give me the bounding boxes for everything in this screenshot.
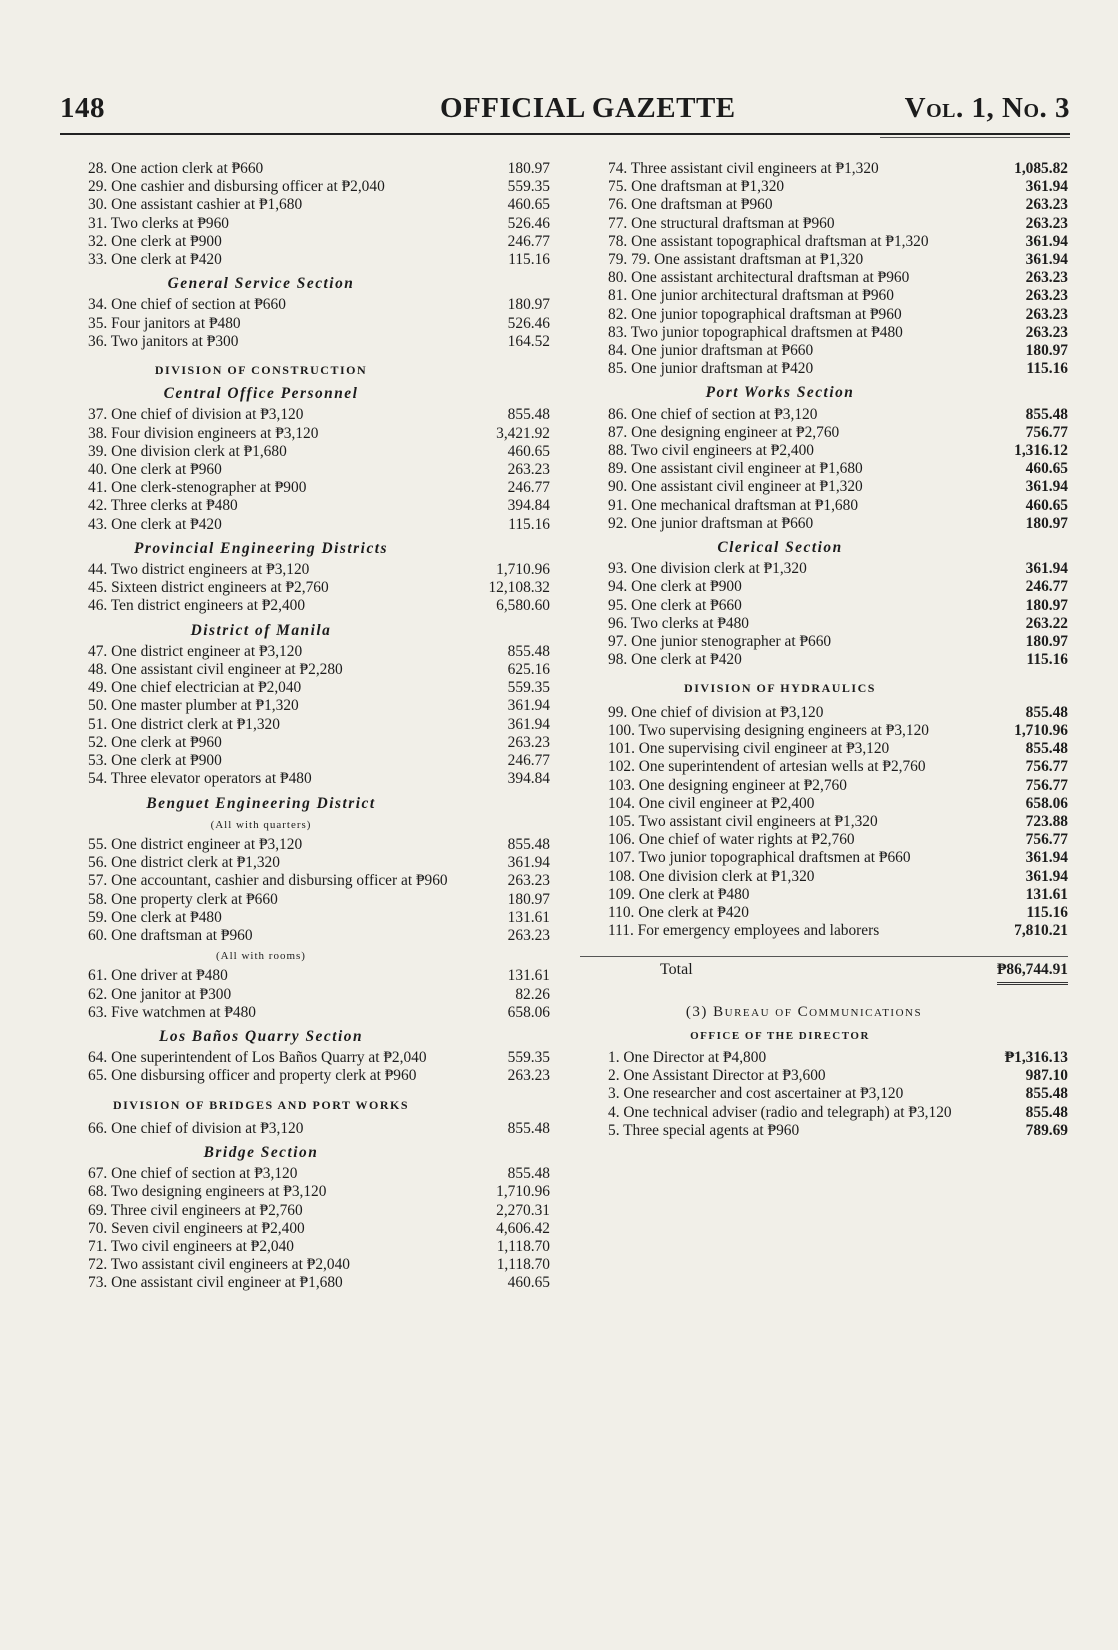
line-item-text: 80. One assistant architectural draftsman at ₱960 [608,269,910,287]
line-item [580,1122,1068,1140]
line-item-amount: 855.48 [507,835,550,853]
line-item-amount: 180.97 [507,890,550,908]
line-item-amount: 164.52 [507,332,550,350]
line-item-text: 32. One clerk at ₱900 [88,232,222,250]
line-item-text: 87. One designing engineer at ₱2,760 [608,423,840,441]
line-item-text: 1. One Director at ₱4,800 [608,1048,767,1066]
line-item-text: 28. One action clerk at ₱660 [88,160,264,177]
line-item-amount: 263.23 [507,872,550,890]
line-item-text: 111. For emergency employees and laborers [608,922,880,940]
line-item-amount: 723.88 [1025,812,1068,830]
line-item [580,342,1068,360]
right-column [580,160,1068,1140]
line-item [580,1085,1068,1103]
line-item-amount: 756.77 [1025,831,1068,849]
total-row [580,956,1068,984]
line-item [580,831,1068,849]
line-item-text: 41. One clerk-stenographer at ₱900 [88,479,307,497]
line-item [580,497,1068,515]
line-item-amount: 460.65 [507,196,550,214]
section-heading: General Service Section [167,275,355,293]
header-rule [60,133,1070,135]
line-item [60,251,550,269]
line-item-amount: 361.94 [1025,478,1068,496]
line-item-text: 35. Four janitors at ₱480 [88,314,241,332]
line-item-amount: 855.48 [1025,405,1068,423]
line-item-amount: 115.16 [508,515,550,533]
header-rule-short [880,137,1070,138]
line-item-text: 84. One junior draftsman at ₱660 [608,342,814,360]
line-item-amount: 756.77 [1025,423,1068,441]
line-item [60,1220,550,1238]
line-item-text: 91. One mechanical draftsman at ₱1,680 [608,496,859,514]
line-item-amount: 361.94 [507,697,550,715]
line-item-amount: 263.23 [1025,214,1068,232]
line-item-text: 93. One division clerk at ₱1,320 [608,560,807,578]
line-item-amount: 263.23 [1025,196,1068,214]
line-item-amount: 2,270.31 [496,1201,550,1219]
line-item-amount: 855.48 [507,1119,550,1137]
line-item-text: 78. One assistant topographical draftsman at ₱1,320 [608,232,929,250]
line-item [60,1274,550,1292]
line-item-amount: 3,421.92 [496,424,550,442]
line-item-amount: 1,710.96 [1014,721,1068,739]
section-heading: Clerical Section [717,539,843,557]
line-item [60,716,550,734]
line-item [60,1165,550,1183]
line-item-amount: 855.48 [507,1165,550,1183]
line-item [580,578,1068,596]
line-item [60,333,550,351]
line-item-text: 108. One division clerk at ₱1,320 [608,867,815,885]
line-item [580,777,1068,795]
line-item-text: 62. One janitor at ₱300 [88,985,232,1003]
line-item [580,651,1068,669]
section-heading: Central Office Personnel [163,385,359,403]
line-item-amount: 361.94 [1025,867,1068,885]
line-item [580,560,1068,578]
page-number: 148 [60,92,105,124]
line-item-amount: 394.84 [507,497,550,515]
line-item-amount: 12,108.32 [488,579,550,597]
line-item [580,251,1068,269]
section-note: (All with quarters) [210,818,312,831]
line-item [60,986,550,1004]
line-item-text: 101. One supervising civil engineer at ₱3,120 [608,740,890,758]
line-item [60,1049,550,1067]
line-item-text: 86. One chief of section at ₱3,120 [608,405,818,423]
page-header [60,92,1070,132]
line-item-text: 54. Three elevator operators at ₱480 [88,770,312,788]
line-item-amount: 361.94 [1025,178,1068,196]
line-item-text: 76. One draftsman at ₱960 [608,196,773,214]
line-item-text: 107. Two junior topographical draftsmen at ₱660 [608,849,911,867]
line-item-amount: 855.48 [1025,1085,1068,1103]
line-item-text: 75. One draftsman at ₱1,320 [608,178,785,196]
line-item-text: 38. Four division engineers at ₱3,120 [88,424,319,442]
line-item-text: 60. One draftsman at ₱960 [88,926,253,944]
line-item-amount: 82.26 [515,985,550,1003]
line-item-text: 102. One superintendent of artesian wells at ₱2,760 [608,758,926,776]
line-item-text: 58. One property clerk at ₱660 [88,890,278,908]
line-item [60,661,550,679]
line-item-text: 77. One structural draftsman at ₱960 [608,214,835,232]
line-item [580,287,1068,305]
line-item [580,813,1068,831]
line-item [60,1183,550,1201]
line-item-text: 82. One junior topographical draftsman at ₱960 [608,305,902,323]
line-item-text: 67. One chief of section at ₱3,120 [88,1165,298,1183]
line-item-text: 73. One assistant civil engineer at ₱1,680 [88,1274,343,1292]
line-item-amount: 131.61 [507,967,550,985]
line-item [580,1049,1068,1067]
line-item-amount: 263.23 [507,461,550,479]
line-item-text: 89. One assistant civil engineer at ₱1,680 [608,460,863,478]
line-item-amount: 361.94 [507,854,550,872]
line-item [60,697,550,715]
line-item [60,315,550,333]
line-item [60,1004,550,1022]
line-item [60,854,550,872]
line-item-amount: 855.48 [1025,1103,1068,1121]
publication-title: OFFICIAL GAZETTE [440,92,736,124]
line-item-amount: 855.48 [1025,740,1068,758]
line-item [60,479,550,497]
line-item [580,922,1068,940]
line-item-amount: 361.94 [1025,232,1068,250]
line-item [580,722,1068,740]
line-item-amount: 855.48 [507,406,550,424]
line-item-amount: 855.48 [507,642,550,660]
line-item-amount: 263.23 [507,733,550,751]
line-item-text: 99. One chief of division at ₱3,120 [608,703,824,721]
line-item [580,406,1068,424]
line-item-text: 42. Three clerks at ₱480 [88,497,238,515]
line-item-amount: 756.77 [1025,758,1068,776]
line-item-amount: 131.61 [1025,885,1068,903]
left-column [60,160,550,1293]
line-item [60,561,550,579]
line-item [580,904,1068,922]
line-item [60,1238,550,1256]
line-item-text: 30. One assistant cashier at ₱1,680 [88,196,303,214]
line-item-amount: 789.69 [1025,1121,1068,1139]
line-item-amount: 180.97 [1025,514,1068,532]
line-item-text: 40. One clerk at ₱960 [88,461,222,479]
line-item-amount: 246.77 [507,232,550,250]
line-item-text: 4. One technical adviser (radio and telegraph) at ₱3,120 [608,1103,952,1121]
line-item [60,891,550,909]
line-item-text: 97. One junior stenographer at ₱660 [608,633,832,651]
line-item-amount: 180.97 [507,160,550,177]
line-item-amount: 460.65 [1025,496,1068,514]
line-item-amount: 1,710.96 [496,561,550,579]
line-item-text: 55. One district engineer at ₱3,120 [88,835,303,853]
division-heading: DIVISION OF BRIDGES AND PORT WORKS [112,1097,410,1112]
line-item [60,215,550,233]
line-item [60,233,550,251]
line-item [60,160,550,178]
line-item [60,734,550,752]
line-item-amount: 115.16 [1026,903,1068,921]
bureau-heading: (3) Bureau of Communications [685,1003,923,1020]
line-item-text: 31. Two clerks at ₱960 [88,214,229,232]
line-item-text: 53. One clerk at ₱900 [88,752,222,770]
line-item-text: 51. One district clerk at ₱1,320 [88,715,280,733]
line-item-text: 45. Sixteen district engineers at ₱2,760 [88,579,329,597]
line-item-text: 36. Two janitors at ₱300 [88,332,239,350]
line-item-text: 88. Two civil engineers at ₱2,400 [608,442,814,460]
line-item-text: 96. Two clerks at ₱480 [608,614,749,632]
line-item-amount: 6,580.60 [496,597,550,615]
line-item-amount: 246.77 [1025,578,1068,596]
section-heading: Los Baños Quarry Section [158,1027,364,1045]
line-item-amount: 658.06 [1025,794,1068,812]
line-item-amount: 526.46 [507,314,550,332]
line-item-amount: 1,118.70 [496,1256,550,1274]
line-item-text: 103. One designing engineer at ₱2,760 [608,776,847,794]
line-item [60,1256,550,1274]
line-item-text: 83. Two junior topographical draftsmen at ₱480 [608,323,903,341]
line-item [580,160,1068,178]
line-item [60,927,550,945]
line-item [580,886,1068,904]
line-item-amount: 394.84 [507,770,550,788]
line-item-amount: 361.94 [507,715,550,733]
line-item-amount: 180.97 [1025,342,1068,360]
section-heading: District of Manila [190,621,332,639]
line-item-text: 37. One chief of division at ₱3,120 [88,406,304,424]
line-item-text: 34. One chief of section at ₱660 [88,296,286,314]
line-item-amount: 460.65 [507,442,550,460]
line-item-text: 72. Two assistant civil engineers at ₱2,040 [88,1256,350,1274]
line-item-amount: 131.61 [507,908,550,926]
line-item-text: 69. Three civil engineers at ₱2,760 [88,1201,303,1219]
line-item [580,1104,1068,1122]
line-item-text: 3. One researcher and cost ascertainer at ₱3,120 [608,1085,904,1103]
line-item-amount: 180.97 [507,296,550,314]
line-item-amount: 1,316.12 [1014,442,1068,460]
line-item-text: 65. One disbursing officer and property clerk at ₱960 [88,1067,417,1085]
line-item-text: 33. One clerk at ₱420 [88,251,222,269]
line-item-amount: 1,710.96 [496,1183,550,1201]
line-item-amount: 756.77 [1025,776,1068,794]
section-heading: Benguet Engineering District [146,794,376,812]
line-item-text: 66. One chief of division at ₱3,120 [88,1119,304,1137]
division-heading: DIVISION OF HYDRAULICS [684,681,876,696]
line-item [60,1202,550,1220]
line-item [580,740,1068,758]
line-item [60,178,550,196]
line-item [60,579,550,597]
line-item-text: 110. One clerk at ₱420 [608,903,749,921]
line-item-text: 47. One district engineer at ₱3,120 [88,642,303,660]
line-item [60,443,550,461]
line-item [60,872,550,890]
line-item [580,178,1068,196]
line-item-amount: 559.35 [507,178,550,196]
line-item [580,424,1068,442]
line-item [580,215,1068,233]
line-item [60,296,550,314]
line-item-text: 104. One civil engineer at ₱2,400 [608,794,815,812]
line-item-amount: 361.94 [1025,251,1068,269]
line-item-text: 98. One clerk at ₱420 [608,651,742,669]
line-item-text: 105. Two assistant civil engineers at ₱1,320 [608,812,878,830]
line-item [580,849,1068,867]
line-item [60,406,550,424]
line-item [60,516,550,534]
line-item-amount: 180.97 [1025,596,1068,614]
line-item-text: 59. One clerk at ₱480 [88,908,222,926]
line-item-amount: 263.23 [1025,287,1068,305]
line-item-text: 29. One cashier and disbursing officer at ₱2,040 [88,178,385,196]
line-item [580,306,1068,324]
line-item-text: 43. One clerk at ₱420 [88,515,222,533]
line-item-amount: 7,810.21 [1014,922,1068,940]
line-item-text: 52. One clerk at ₱960 [88,733,222,751]
line-item-amount: 4,606.42 [496,1219,550,1237]
line-item [580,360,1068,378]
line-item-text: 81. One junior architectural draftsman at ₱960 [608,287,894,305]
line-item-text: 106. One chief of water rights at ₱2,760 [608,831,855,849]
line-item-text: 64. One superintendent of Los Baños Quarry at ₱2,040 [88,1049,427,1067]
line-item [60,967,550,985]
line-item-amount: 1,085.82 [1014,160,1068,177]
line-item-text: 44. Two district engineers at ₱3,120 [88,561,310,579]
line-item-text: 92. One junior draftsman at ₱660 [608,514,814,532]
section-heading: Provincial Engineering Districts [133,539,389,557]
line-item [580,615,1068,633]
line-item-amount: 246.77 [507,479,550,497]
line-item [60,1120,550,1138]
line-item-text: 56. One district clerk at ₱1,320 [88,854,280,872]
line-item [60,643,550,661]
line-item-text: 61. One driver at ₱480 [88,967,228,985]
line-item-amount: 361.94 [1025,560,1068,578]
line-item-text: 49. One chief electrician at ₱2,040 [88,679,302,697]
line-item-amount: 625.16 [507,661,550,679]
line-item [60,679,550,697]
office-heading: OFFICE OF THE DIRECTOR [690,1029,870,1042]
line-item [580,460,1068,478]
line-item-amount: 263.22 [1025,614,1068,632]
line-item-text: 46. Ten district engineers at ₱2,400 [88,597,306,615]
line-item [580,515,1068,533]
line-item-text: 109. One clerk at ₱480 [608,885,750,903]
line-item-amount: 115.16 [1026,360,1068,378]
line-item [580,633,1068,651]
line-item-text: 68. Two designing engineers at ₱3,120 [88,1183,327,1201]
line-item [60,597,550,615]
line-item-text: 70. Seven civil engineers at ₱2,400 [88,1219,305,1237]
line-item-amount: 115.16 [508,251,550,269]
line-item [580,196,1068,214]
line-item-amount: 115.16 [1026,651,1068,669]
line-item [580,597,1068,615]
line-item [60,497,550,515]
line-item [60,752,550,770]
line-item-text: 85. One junior draftsman at ₱420 [608,360,814,378]
line-item-text: 50. One master plumber at ₱1,320 [88,697,299,715]
line-item-text: 79. 79. One assistant draftsman at ₱1,320 [608,251,864,269]
line-item-amount: 658.06 [507,1003,550,1021]
line-item [60,836,550,854]
total-label: Total [660,961,693,979]
line-item [60,196,550,214]
division-heading: DIVISION OF CONSTRUCTION [154,363,368,378]
section-heading: Bridge Section [203,1143,319,1161]
line-item [60,770,550,788]
line-item [580,795,1068,813]
line-item-amount: 263.23 [1025,269,1068,287]
line-item-text: 2. One Assistant Director at ₱3,600 [608,1067,826,1085]
line-item [60,909,550,927]
line-item [580,233,1068,251]
volume-label: Vol. 1, No. 3 [904,92,1070,124]
line-item-amount: 987.10 [1025,1067,1068,1085]
line-item-amount: 361.94 [1025,849,1068,867]
line-item [60,425,550,443]
line-item [580,324,1068,342]
line-item [60,1067,550,1085]
line-item [60,461,550,479]
line-item-amount: 559.35 [507,679,550,697]
line-item [580,269,1068,287]
line-item-amount: 1,118.70 [496,1237,550,1255]
line-item-text: 71. Two civil engineers at ₱2,040 [88,1237,294,1255]
line-item [580,758,1068,776]
line-item-amount: 263.23 [507,926,550,944]
line-item-amount: 263.23 [507,1067,550,1085]
line-item-amount: 180.97 [1025,633,1068,651]
line-item-amount: 246.77 [507,752,550,770]
line-item-text: 48. One assistant civil engineer at ₱2,280 [88,661,343,679]
line-item-text: 94. One clerk at ₱900 [608,578,742,596]
line-item-amount: 559.35 [507,1049,550,1067]
line-item-text: 95. One clerk at ₱660 [608,596,742,614]
line-item-amount: 526.46 [507,214,550,232]
line-item-amount: 855.48 [1025,703,1068,721]
total-amount: ₱86,744.91 [997,961,1068,984]
line-item [580,478,1068,496]
line-item-amount: 263.23 [1025,323,1068,341]
section-note: (All with rooms) [216,950,306,963]
line-item-amount: ₱1,316.13 [1004,1048,1068,1066]
line-item-text: 57. One accountant, cashier and disbursing officer at ₱960 [88,872,448,890]
line-item-text: 90. One assistant civil engineer at ₱1,320 [608,478,863,496]
section-heading: Port Works Section [705,384,855,402]
line-item [580,868,1068,886]
line-item-text: 74. Three assistant civil engineers at ₱1,320 [608,160,879,177]
line-item-amount: 263.23 [1025,305,1068,323]
line-item-text: 100. Two supervising designing engineers at ₱3,120 [608,721,929,739]
line-item-text: 39. One division clerk at ₱1,680 [88,442,287,460]
line-item-amount: 460.65 [507,1274,550,1292]
line-item [580,704,1068,722]
line-item-amount: 460.65 [1025,460,1068,478]
line-item-text: 63. Five watchmen at ₱480 [88,1003,256,1021]
line-item-text: 5. Three special agents at ₱960 [608,1121,800,1139]
line-item [580,442,1068,460]
line-item [580,1067,1068,1085]
